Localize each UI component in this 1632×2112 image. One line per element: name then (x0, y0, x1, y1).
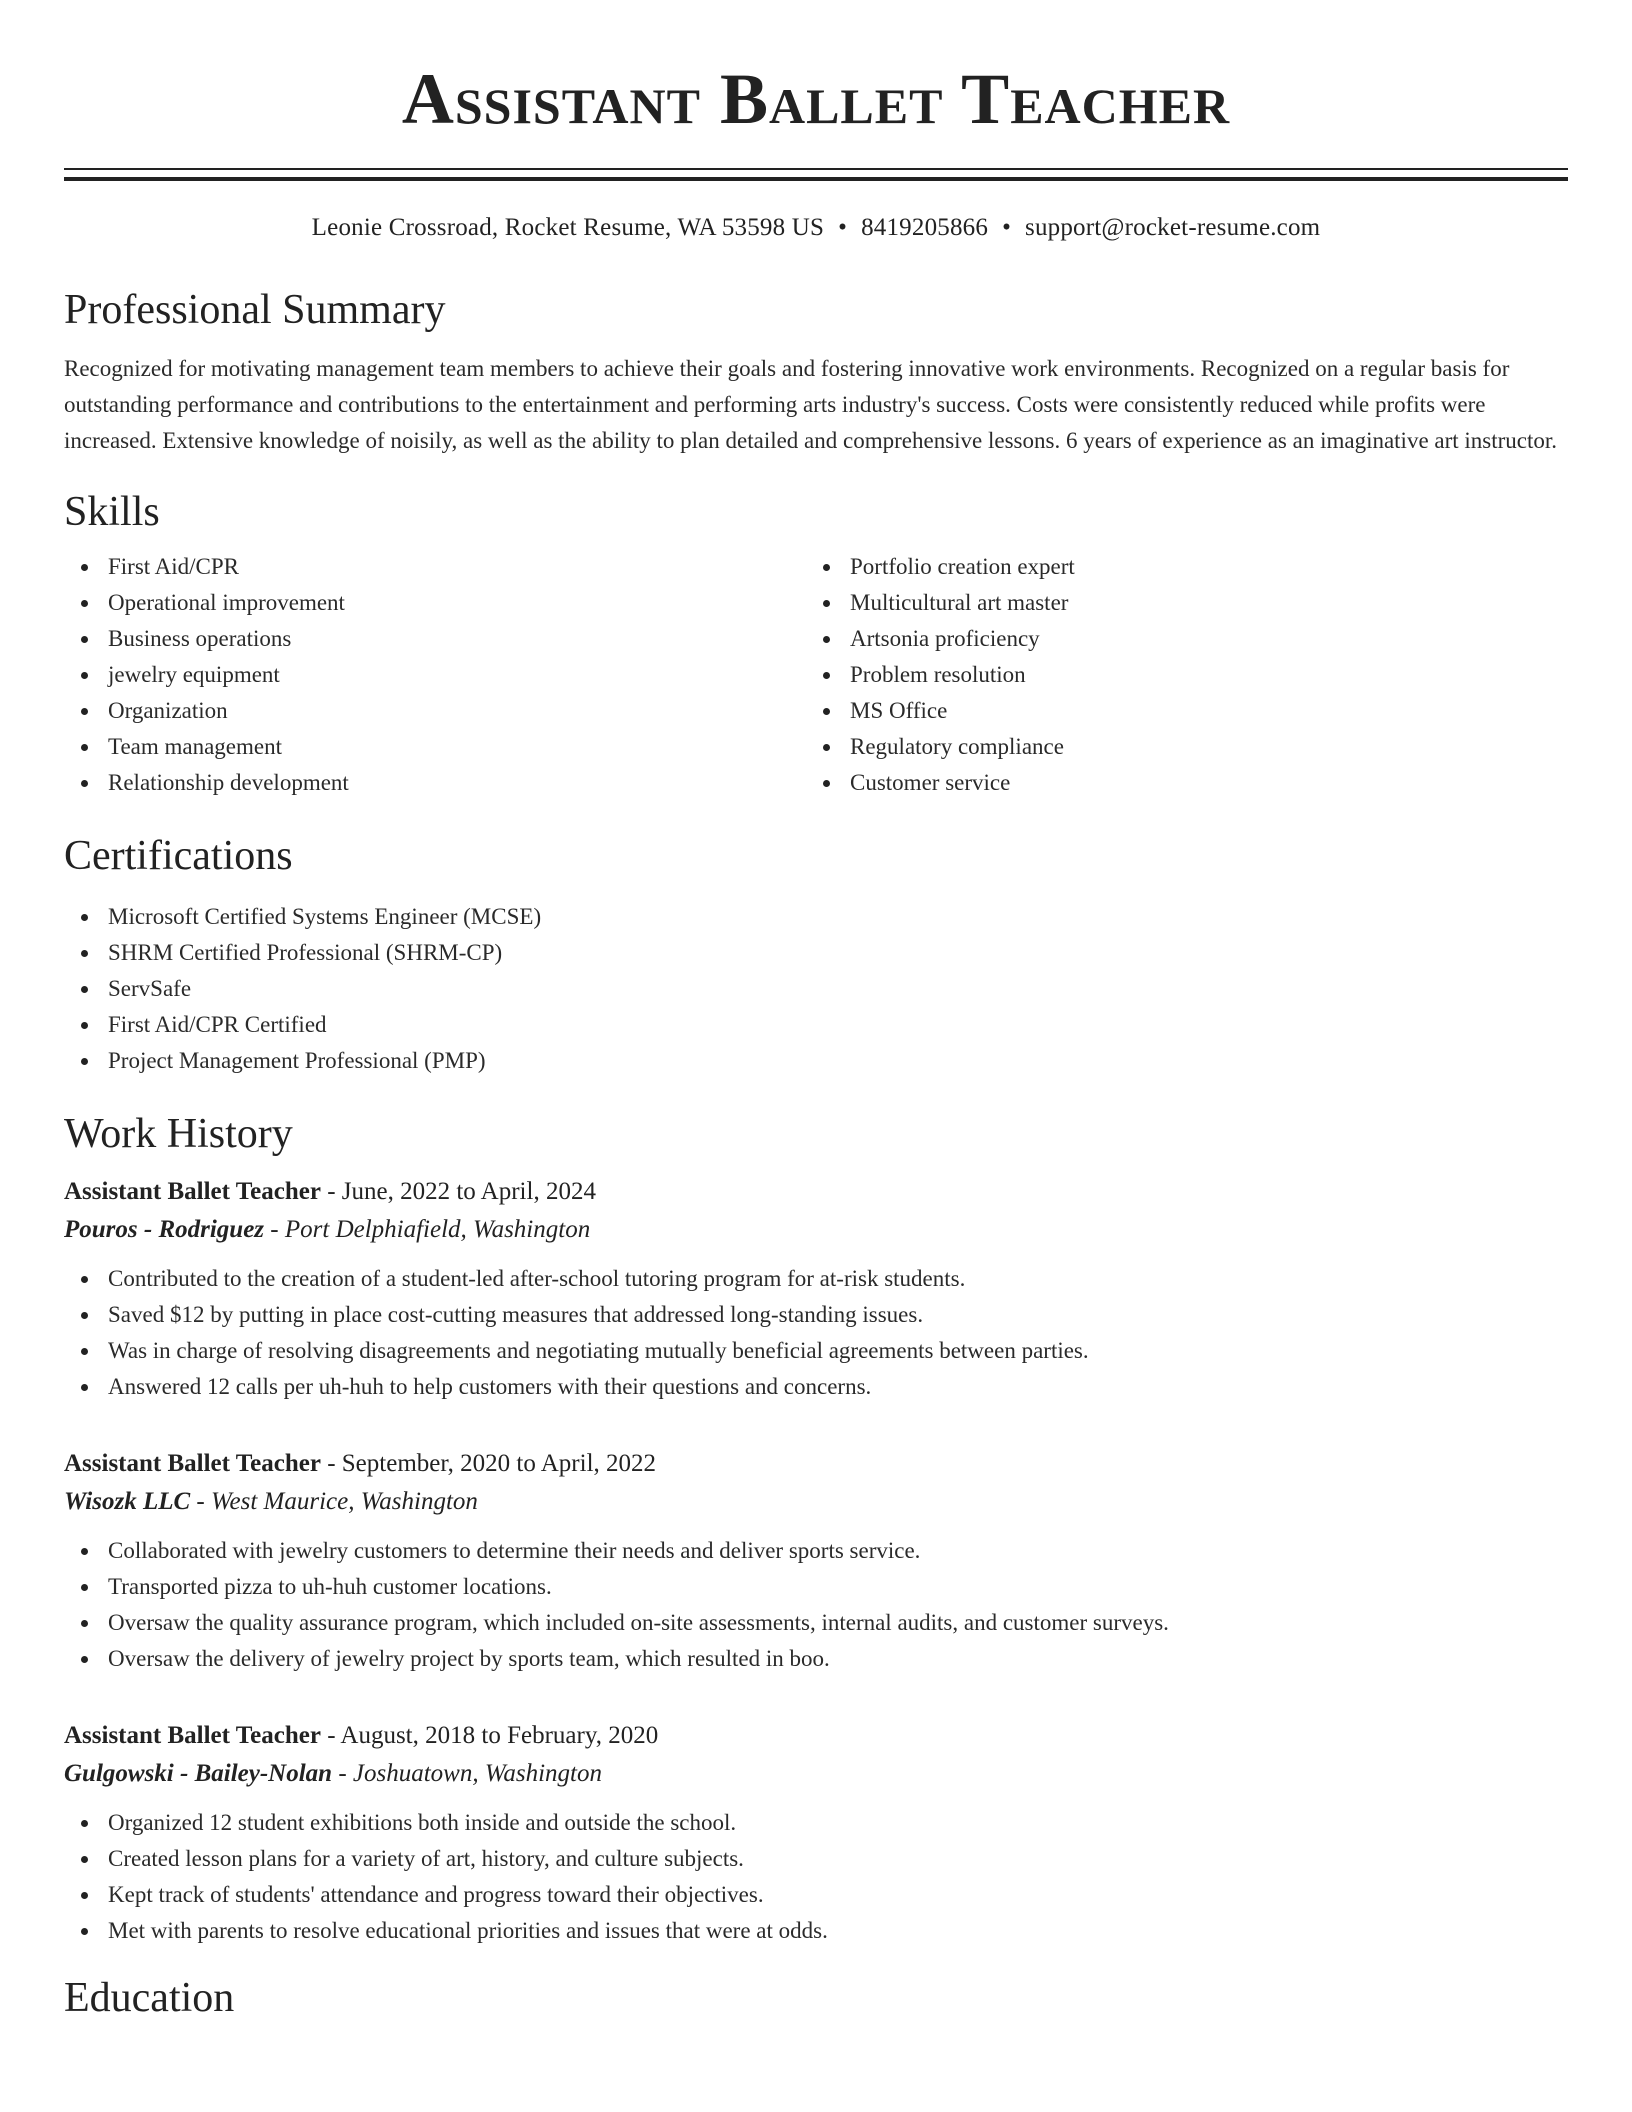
job-duties-list (64, 1533, 1568, 1677)
job-header (64, 1173, 1568, 1211)
job-duty: Created lesson plans for a variety of art, history, and culture subjects. (64, 1841, 1568, 1877)
job-duty: Organized 12 student exhibitions both inside and outside the school. (64, 1805, 1568, 1841)
job-duty: Kept track of students' attendance and progress toward their objectives. (64, 1877, 1568, 1913)
job-company: Wisozk LLC (64, 1488, 191, 1515)
contact-line (64, 211, 1568, 245)
job-entry (64, 1445, 1568, 1677)
job-location: - West Maurice, Washington (190, 1488, 478, 1515)
skills-heading: Skills (64, 489, 160, 535)
skill-item: MS Office (806, 693, 1548, 729)
skill-item: First Aid/CPR (64, 549, 806, 585)
job-location: - Joshuatown, Washington (332, 1760, 602, 1787)
certification-item: ServSafe (64, 971, 1568, 1007)
skill-item: jewelry equipment (64, 657, 806, 693)
job-employer (64, 1483, 1568, 1521)
contact-email: support@rocket-resume.com (1025, 214, 1321, 241)
job-title: Assistant Ballet Teacher (64, 1178, 321, 1205)
job-company: Pouros - Rodriguez (64, 1216, 265, 1243)
summary-heading: Professional Summary (64, 287, 446, 333)
job-duty: Oversaw the delivery of jewelry project by sports team, which resulted in boo. (64, 1641, 1568, 1677)
job-employer (64, 1755, 1568, 1793)
skill-item: Problem resolution (806, 657, 1548, 693)
job-title: Assistant Ballet Teacher (64, 1450, 321, 1477)
contact-separator: • (1002, 214, 1012, 241)
job-company: Gulgowski - Bailey-Nolan (64, 1760, 333, 1787)
job-dates: - June, 2022 to April, 2024 (320, 1178, 596, 1205)
certifications-heading: Certifications (64, 833, 293, 879)
education-heading: Education (64, 1975, 235, 2021)
job-title: Assistant Ballet Teacher (64, 1722, 321, 1749)
contact-address: Leonie Crossroad, Rocket Resume, WA 53598 US (311, 214, 825, 241)
job-duty: Oversaw the quality assurance program, which included on-site assessments, internal audits, and customer surveys. (64, 1605, 1568, 1641)
job-header (64, 1445, 1568, 1483)
skill-item: Organization (64, 693, 806, 729)
job-duties-list (64, 1261, 1568, 1405)
skills-list-left (64, 549, 806, 801)
job-duty: Transported pizza to uh-huh customer locations. (64, 1569, 1568, 1605)
contact-separator: • (838, 214, 848, 241)
work-history-heading: Work History (64, 1111, 293, 1157)
job-duty: Collaborated with jewelry customers to determine their needs and deliver sports service. (64, 1533, 1568, 1569)
certification-item: Project Management Professional (PMP) (64, 1043, 1568, 1079)
skill-item: Operational improvement (64, 585, 806, 621)
job-location: - Port Delphiafield, Washington (264, 1216, 591, 1243)
certification-item: Microsoft Certified Systems Engineer (MCSE) (64, 899, 1568, 935)
job-duty: Was in charge of resolving disagreements and negotiating mutually beneficial agreements between parties. (64, 1333, 1568, 1369)
resume-title: Assistant Ballet Teacher (401, 59, 1231, 139)
skills-list-right (806, 549, 1548, 801)
resume-page (64, 0, 1568, 2023)
job-entry (64, 1173, 1568, 1405)
job-dates: - August, 2018 to February, 2020 (320, 1722, 659, 1749)
skill-item: Relationship development (64, 765, 806, 801)
job-duties-list (64, 1805, 1568, 1949)
certification-item: SHRM Certified Professional (SHRM-CP) (64, 935, 1568, 971)
job-duty: Saved $12 by putting in place cost-cutting measures that addressed long-standing issues. (64, 1297, 1568, 1333)
job-employer (64, 1211, 1568, 1249)
job-dates: - September, 2020 to April, 2022 (320, 1450, 657, 1477)
title-divider-thin (64, 168, 1568, 170)
skills-grid (64, 549, 1568, 801)
skill-item: Team management (64, 729, 806, 765)
skill-item: Multicultural art master (806, 585, 1548, 621)
job-duty: Met with parents to resolve educational priorities and issues that were at odds. (64, 1913, 1568, 1949)
skill-item: Business operations (64, 621, 806, 657)
job-entry (64, 1717, 1568, 1949)
skill-item: Portfolio creation expert (806, 549, 1548, 585)
job-duty: Answered 12 calls per uh-huh to help customers with their questions and concerns. (64, 1369, 1568, 1405)
certification-item: First Aid/CPR Certified (64, 1007, 1568, 1043)
skill-item: Customer service (806, 765, 1548, 801)
skill-item: Regulatory compliance (806, 729, 1548, 765)
contact-phone: 8419205866 (861, 214, 989, 241)
skill-item: Artsonia proficiency (806, 621, 1548, 657)
summary-text: Recognized for motivating management team members to achieve their goals and fostering innovative work environments. Recognized on a regular basis for outstanding performance and contributions to the entertainment and performing arts industry's success. Costs were consistently reduced while profits were increased. Extensive knowledge of noisily, as well as the ability to plan detailed and comprehensive lessons. 6 years of experience as an imaginative art instructor. (64, 356, 1558, 453)
certifications-list (64, 899, 1568, 1079)
title-divider-thick (64, 177, 1568, 181)
job-duty: Contributed to the creation of a student-led after-school tutoring program for at-risk students. (64, 1261, 1568, 1297)
job-header (64, 1717, 1568, 1755)
